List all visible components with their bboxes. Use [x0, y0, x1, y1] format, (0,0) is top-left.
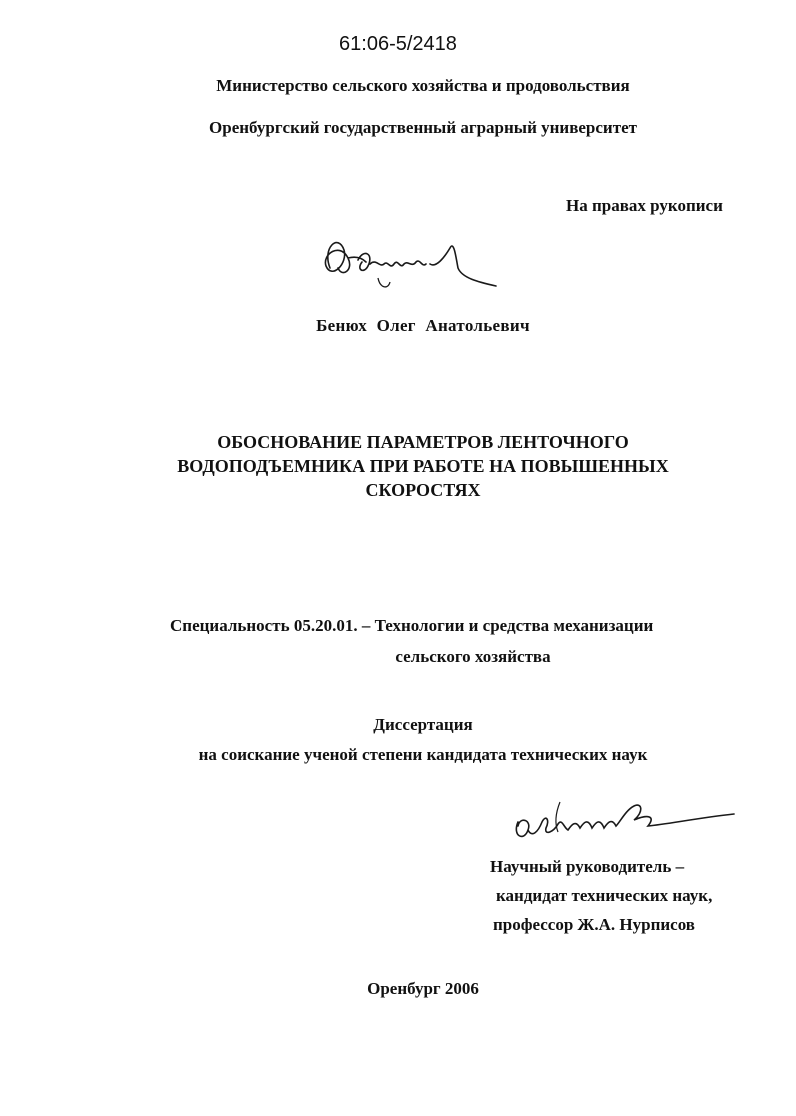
title-line-3: СКОРОСТЯХ — [365, 480, 481, 500]
author-name: Бенюх Олег Анатольевич — [316, 316, 530, 335]
thesis-title — [0, 430, 796, 502]
registry-code: 61:06-5/2418 — [339, 33, 457, 55]
university-name: Оренбургский государственный аграрный университет — [209, 118, 637, 137]
ministry-name: Министерство сельского хозяйства и продовольствия — [216, 76, 630, 95]
rights-notice: На правах рукописи — [566, 196, 723, 215]
author-signature — [318, 228, 518, 298]
title-line-2: ВОДОПОДЪЕМНИКА ПРИ РАБОТЕ НА ПОВЫШЕННЫХ — [177, 456, 669, 476]
supervisor-line-1: Научный руководитель – — [490, 857, 685, 876]
title-line-1: ОБОСНОВАНИЕ ПАРАМЕТРОВ ЛЕНТОЧНОГО — [217, 432, 629, 452]
supervisor-line-3: профессор Ж.А. Нурписов — [493, 915, 695, 934]
city-year: Оренбург 2006 — [367, 979, 479, 998]
specialty-line-2: сельского хозяйства — [395, 647, 551, 666]
supervisor-signature — [498, 792, 758, 862]
supervisor-line-2: кандидат технических наук, — [496, 886, 713, 905]
degree-line: на соискание ученой степени кандидата технических наук — [198, 745, 648, 764]
specialty-line-1: Специальность 05.20.01. – Технологии и средства механизации — [170, 616, 654, 635]
dissertation-label: Диссертация — [373, 715, 473, 734]
